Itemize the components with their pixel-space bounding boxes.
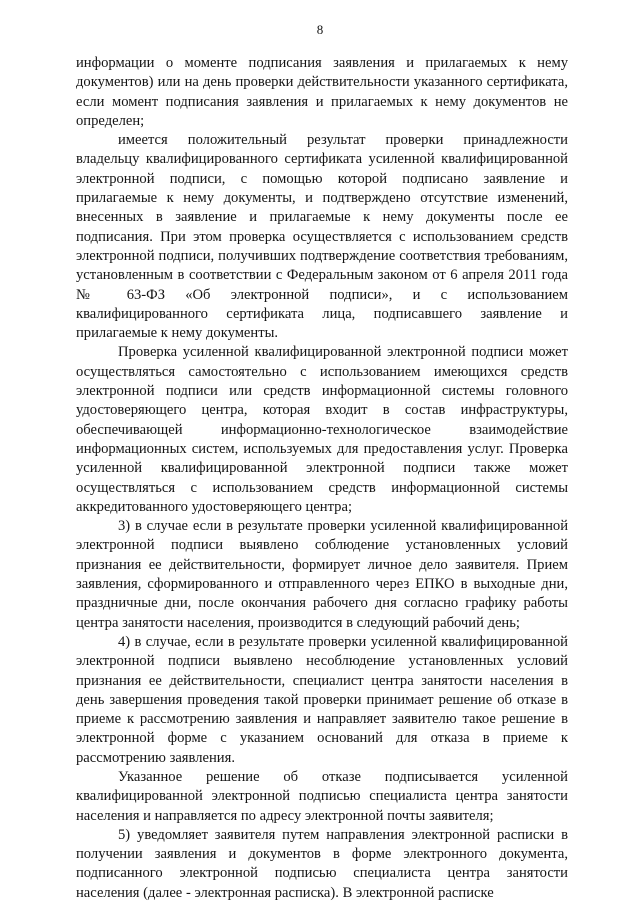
paragraph-item-3: 3) в случае если в результате проверки усиленной квалифицированной электронной подписи выявлено соблюдение установленных условий признания ее действительности, формирует личное дело заявителя. Прием заявления, сформированного и отправленного через ЕПКО в выходные дни, праздничные дни, после окончания рабочего дня согласно графику работы центра занятости населения, производится в следующий рабочий день; xyxy=(76,518,568,631)
paragraph-signature-check: имеется положительный результат проверки принадлежности владельцу квалифицированного сертификата усиленной квалифицированной электронной подписи, с помощью которой подписано заявление и прилагаемые к нему документы, и подтверждено отсутствие изменений, внесенных в заявление и прилагаемые к нему документы после ее подписания. При этом проверка осуществляется с использованием средств электронной подписи, получивших подтверждение соответствия требованиям, установленным в соответствии с Федеральным законом от 6 апреля 2011 года № 63-ФЗ «Об электронной подписи», и с использованием квалифицированного сертификата лица, подписавшего заявление и прилагаемые к нему документы. xyxy=(76,132,568,342)
paragraph-continuation: информации о моменте подписания заявления и прилагаемых к нему документов) или на день проверки действительности указанного сертификата, если момент подписания заявления и прилагаемых к нему документов не определен; xyxy=(76,55,568,129)
paragraph-refusal-decision: Указанное решение об отказе подписывается усиленной квалифицированной электронной подписью специалиста центра занятости населения и направляется по адресу электронной почты заявителя; xyxy=(76,768,568,824)
document-body xyxy=(76,54,568,903)
page-number: 8 xyxy=(316,22,324,37)
paragraph-item-4: 4) в случае, если в результате проверки усиленной квалифицированной электронной подписи выявлено несоблюдение установленных условий признания ее действительности, специалист центра занятости населения в день завершения проведения такой проверки принимает решение об отказе в приеме к рассмотрению заявления и направляет заявителю такое решение в электронной форме с указанием оснований для отказа в приеме к рассмотрению заявления. xyxy=(76,633,568,766)
paragraph-verification-method: Проверка усиленной квалифицированной электронной подписи может осуществляться самостоятельно с использованием имеющихся средств электронной подписи или средств информационной системы головного удостоверяющего центра, которая входит в состав инфраструктуры, обеспечивающей информационно-технологическое взаимодействие информационных систем, используемых для предоставления услуг. Проверка усиленной квалифицированной электронной подписи также может осуществляться с использованием средств информационной системы аккредитованного удостоверяющего центра; xyxy=(76,344,568,515)
paragraph-item-5: 5) уведомляет заявителя путем направления электронной расписки в получении заявления и документов в форме электронного документа, подписанного электронной подписью специалиста центра занятости населения (далее - электронная расписка). В электронной расписке xyxy=(76,826,568,901)
